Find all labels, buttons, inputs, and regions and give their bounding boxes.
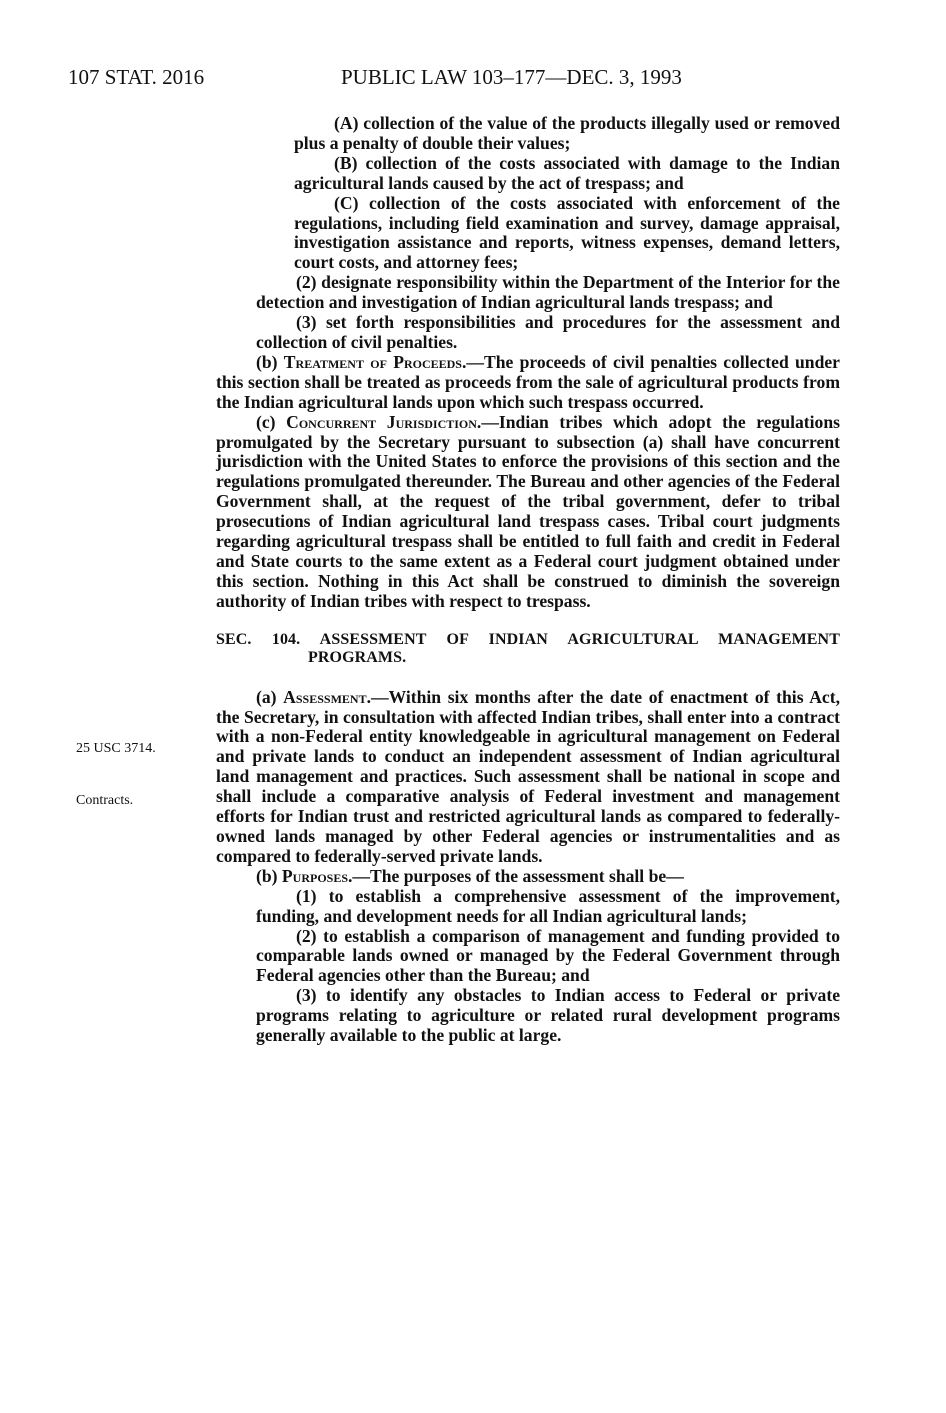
- public-law-title: PUBLIC LAW 103–177—DEC. 3, 1993: [341, 65, 682, 89]
- paragraph-b-label: (b): [256, 351, 284, 372]
- section-104-heading: SEC. 104. ASSESSMENT OF INDIAN AGRICULTURAL MANAGEMENT PROGRAMS.: [216, 630, 840, 666]
- paragraph-C: (C) collection of the costs associated with enforcement of the regulations, including field examination and survey, damage appraisal, investigation assistance and reports, witness expenses, demand letters, court costs, and attorney fees;: [294, 192, 840, 273]
- paragraph-a-text: —Within six months after the date of enactment of this Act, the Secretary, in consultation with affected Indian tribes, shall enter into a contract with a non-Federal entity knowledgeable in agricultural management on Federal and private lands to conduct an independent assessment of Indian agricultural land management and practices. Such assessment shall be national in scope and shall include a comparative analysis of Federal investment and management efforts for Indian trust and restricted agricultural lands as compared to federally-owned lands managed by other Federal agencies or instrumentalities and as compared to federally-served private lands.: [216, 686, 840, 866]
- paragraph-B: (B) collection of the costs associated with damage to the Indian agricultural lands caused by the act of trespass; and: [294, 152, 840, 193]
- purpose-2: (2) to establish a comparison of management and funding provided to comparable lands owned or managed by the Federal Government through Federal agencies other than the Bureau; and: [256, 925, 840, 986]
- paragraph-a-heading: Assessment.: [283, 686, 371, 707]
- page-header: [68, 62, 928, 92]
- purpose-3: (3) to identify any obstacles to Indian access to Federal or private programs relating to agriculture or related rural development programs generally available to the public at large.: [256, 985, 840, 1046]
- paragraph-c-jurisdiction: [216, 413, 840, 612]
- paragraph-b-text: —The proceeds of civil penalties collected under this section shall be treated as proceeds from the sale of agricultural products from the Indian agricultural lands upon which such trespass occurred.: [216, 351, 840, 412]
- paragraph-a-assessment: [216, 688, 840, 867]
- paragraph-b-treatment: [216, 353, 840, 413]
- paragraph-b2-text: —The purposes of the assessment shall be—: [352, 865, 684, 886]
- paragraph-A: (A) collection of the value of the products illegally used or removed plus a penalty of double their values;: [294, 113, 840, 153]
- paragraph-b-purposes: [216, 867, 840, 887]
- paragraph-b2-label: (b): [256, 865, 282, 886]
- stat-citation: 107 STAT. 2016: [68, 65, 205, 89]
- paragraph-b2-heading: Purposes.: [281, 865, 353, 886]
- paragraph-2: (2) designate responsibility within the Department of the Interior for the detection and investigation of Indian agricultural lands trespass; and: [256, 272, 840, 313]
- paragraph-3: (3) set forth responsibilities and procedures for the assessment and collection of civil penalties.: [256, 312, 840, 352]
- margin-note-contracts: Contracts.: [76, 793, 134, 808]
- paragraph-c-label: (c): [256, 411, 287, 432]
- paragraph-a-label: (a): [256, 686, 284, 707]
- paragraph-c-heading: Concurrent Jurisdiction.: [286, 411, 482, 432]
- margin-note-usc: 25 USC 3714.: [76, 741, 156, 756]
- paragraph-b-heading: Treatment of Proceeds.: [283, 351, 467, 372]
- paragraph-c-text: —Indian tribes which adopt the regulations promulgated by the Secretary pursuant to subsection (a) shall have concurrent jurisdiction with the United States to enforce the provisions of this section and the regulations promulgated thereunder. The Bureau and other agencies of the Federal Government shall, at the request of the tribal government, defer to tribal prosecutions of Indian agricultural land trespass cases. Tribal court judgments regarding agricultural trespass shall be entitled to full faith and credit in Federal and State courts to the same extent as a Federal court judgment obtained under this section. Nothing in this Act shall be construed to diminish the sovereign authority of Indian tribes with respect to trespass.: [216, 411, 840, 611]
- body-text: [216, 114, 840, 1046]
- purpose-1: (1) to establish a comprehensive assessment of the improvement, funding, and development needs for all Indian agricultural lands;: [256, 885, 840, 926]
